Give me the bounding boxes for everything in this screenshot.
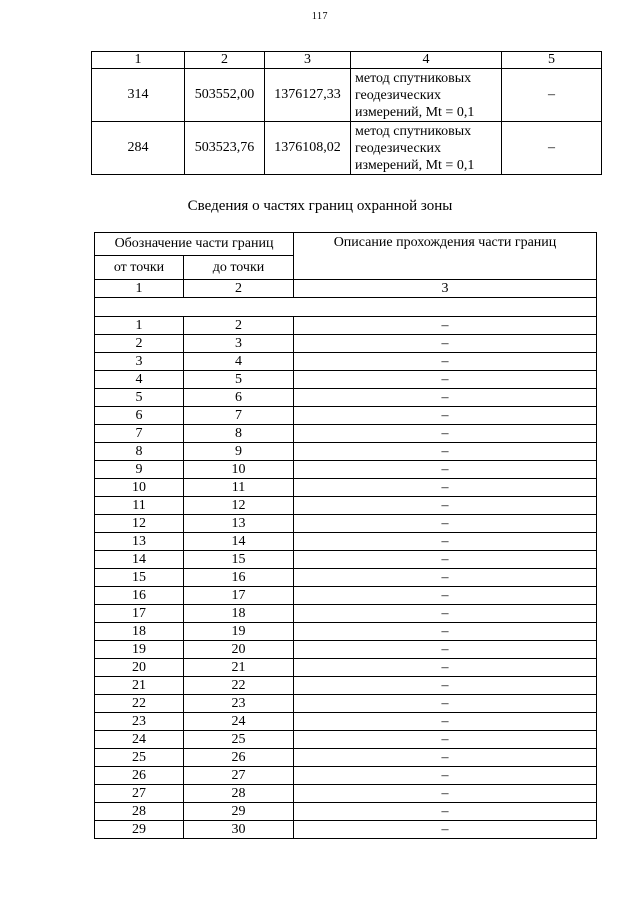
to-point-cell: 23 [184, 695, 294, 713]
note-cell: – [502, 69, 602, 122]
empty-row [95, 298, 597, 317]
header-boundary-description: Описание прохождения части границ [294, 233, 597, 280]
table-row [95, 587, 597, 605]
description-cell: – [294, 317, 597, 335]
coordinate-x: 503523,76 [185, 122, 265, 175]
empty-cell [95, 298, 597, 317]
to-point-cell: 16 [184, 569, 294, 587]
from-point-cell: 22 [95, 695, 184, 713]
table-row [95, 605, 597, 623]
from-point-cell: 12 [95, 515, 184, 533]
from-point-cell: 23 [95, 713, 184, 731]
method-line: измерений, Mt = 0,1 [355, 104, 475, 120]
boundary-parts-table [94, 232, 597, 839]
note-cell: – [502, 122, 602, 175]
description-cell: – [294, 353, 597, 371]
table-row [95, 515, 597, 533]
table-row [95, 425, 597, 443]
description-cell: – [294, 335, 597, 353]
table-row [95, 731, 597, 749]
section-title: Сведения о частях границ охранной зоны [187, 198, 453, 214]
table-row [95, 695, 597, 713]
description-cell: – [294, 587, 597, 605]
table-row [95, 443, 597, 461]
from-point-cell: 18 [95, 623, 184, 641]
from-point-cell: 10 [95, 479, 184, 497]
from-point-cell: 7 [95, 425, 184, 443]
table-row [95, 479, 597, 497]
from-point-cell: 17 [95, 605, 184, 623]
coordinates-row [92, 69, 602, 122]
description-cell: – [294, 461, 597, 479]
from-point-cell: 28 [95, 803, 184, 821]
description-cell: – [294, 623, 597, 641]
to-point-cell: 22 [184, 677, 294, 695]
to-point-cell: 12 [184, 497, 294, 515]
column-number: 2 [185, 52, 265, 69]
table-row [95, 659, 597, 677]
from-point-cell: 5 [95, 389, 184, 407]
to-point-cell: 9 [184, 443, 294, 461]
page-number: 117 [311, 11, 329, 22]
description-cell: – [294, 785, 597, 803]
to-point-cell: 28 [184, 785, 294, 803]
table-row [95, 569, 597, 587]
column-number: 3 [265, 52, 351, 69]
to-point-cell: 19 [184, 623, 294, 641]
method-line: метод спутниковых [355, 123, 472, 139]
from-point-cell: 25 [95, 749, 184, 767]
table-row [95, 749, 597, 767]
point-number: 284 [92, 122, 185, 175]
description-cell: – [294, 659, 597, 677]
from-point-cell: 2 [95, 335, 184, 353]
to-point-cell: 15 [184, 551, 294, 569]
table-row [95, 461, 597, 479]
to-point-cell: 20 [184, 641, 294, 659]
table-row [95, 803, 597, 821]
from-point-cell: 20 [95, 659, 184, 677]
header-boundary-designation: Обозначение части границ [95, 233, 294, 256]
description-cell: – [294, 605, 597, 623]
description-cell: – [294, 677, 597, 695]
coordinates-header-row [92, 52, 602, 69]
parts-header-row [95, 233, 597, 256]
table-row [95, 623, 597, 641]
method-line: измерений, Mt = 0,1 [355, 157, 475, 173]
to-point-cell: 27 [184, 767, 294, 785]
coordinate-y: 1376108,02 [265, 122, 351, 175]
from-point-cell: 13 [95, 533, 184, 551]
to-point-cell: 3 [184, 335, 294, 353]
description-cell: – [294, 497, 597, 515]
coordinate-y: 1376127,33 [265, 69, 351, 122]
table-row [95, 335, 597, 353]
table-row [95, 677, 597, 695]
description-cell: – [294, 695, 597, 713]
table-row [95, 551, 597, 569]
column-number: 3 [294, 280, 597, 298]
header-to-point: до точки [184, 256, 294, 280]
from-point-cell: 26 [95, 767, 184, 785]
table-row [95, 371, 597, 389]
description-cell: – [294, 371, 597, 389]
from-point-cell: 16 [95, 587, 184, 605]
to-point-cell: 2 [184, 317, 294, 335]
column-number: 5 [502, 52, 602, 69]
from-point-cell: 3 [95, 353, 184, 371]
to-point-cell: 14 [184, 533, 294, 551]
from-point-cell: 21 [95, 677, 184, 695]
column-number: 2 [184, 280, 294, 298]
to-point-cell: 26 [184, 749, 294, 767]
from-point-cell: 15 [95, 569, 184, 587]
to-point-cell: 8 [184, 425, 294, 443]
to-point-cell: 10 [184, 461, 294, 479]
to-point-cell: 29 [184, 803, 294, 821]
to-point-cell: 25 [184, 731, 294, 749]
table-row [95, 497, 597, 515]
from-point-cell: 14 [95, 551, 184, 569]
from-point-cell: 19 [95, 641, 184, 659]
to-point-cell: 4 [184, 353, 294, 371]
description-cell: – [294, 389, 597, 407]
description-cell: – [294, 767, 597, 785]
method-line: геодезических [355, 140, 442, 156]
to-point-cell: 18 [184, 605, 294, 623]
to-point-cell: 7 [184, 407, 294, 425]
from-point-cell: 27 [95, 785, 184, 803]
method-description [351, 69, 502, 122]
method-description [351, 122, 502, 175]
coordinates-row [92, 122, 602, 175]
description-cell: – [294, 479, 597, 497]
description-cell: – [294, 515, 597, 533]
from-point-cell: 6 [95, 407, 184, 425]
method-line: метод спутниковых [355, 70, 472, 86]
description-cell: – [294, 641, 597, 659]
coordinates-table [91, 51, 602, 175]
description-cell: – [294, 713, 597, 731]
description-cell: – [294, 749, 597, 767]
point-number: 314 [92, 69, 185, 122]
description-cell: – [294, 425, 597, 443]
table-row [95, 533, 597, 551]
from-point-cell: 11 [95, 497, 184, 515]
column-number: 1 [95, 280, 184, 298]
table-row [95, 821, 597, 839]
table-row [95, 317, 597, 335]
from-point-cell: 24 [95, 731, 184, 749]
column-number: 4 [351, 52, 502, 69]
table-row [95, 767, 597, 785]
header-from-point: от точки [95, 256, 184, 280]
coordinate-x: 503552,00 [185, 69, 265, 122]
description-cell: – [294, 551, 597, 569]
table-row [95, 785, 597, 803]
from-point-cell: 8 [95, 443, 184, 461]
parts-column-numbers-row [95, 280, 597, 298]
from-point-cell: 1 [95, 317, 184, 335]
table-row [95, 389, 597, 407]
method-line: геодезических [355, 87, 442, 103]
table-row [95, 353, 597, 371]
description-cell: – [294, 803, 597, 821]
table-row [95, 407, 597, 425]
column-number: 1 [92, 52, 185, 69]
to-point-cell: 5 [184, 371, 294, 389]
description-cell: – [294, 407, 597, 425]
description-cell: – [294, 443, 597, 461]
to-point-cell: 6 [184, 389, 294, 407]
from-point-cell: 4 [95, 371, 184, 389]
description-cell: – [294, 821, 597, 839]
to-point-cell: 21 [184, 659, 294, 677]
description-cell: – [294, 731, 597, 749]
to-point-cell: 17 [184, 587, 294, 605]
from-point-cell: 9 [95, 461, 184, 479]
table-row [95, 713, 597, 731]
table-row [95, 641, 597, 659]
description-cell: – [294, 569, 597, 587]
description-cell: – [294, 533, 597, 551]
to-point-cell: 13 [184, 515, 294, 533]
to-point-cell: 30 [184, 821, 294, 839]
to-point-cell: 11 [184, 479, 294, 497]
to-point-cell: 24 [184, 713, 294, 731]
from-point-cell: 29 [95, 821, 184, 839]
